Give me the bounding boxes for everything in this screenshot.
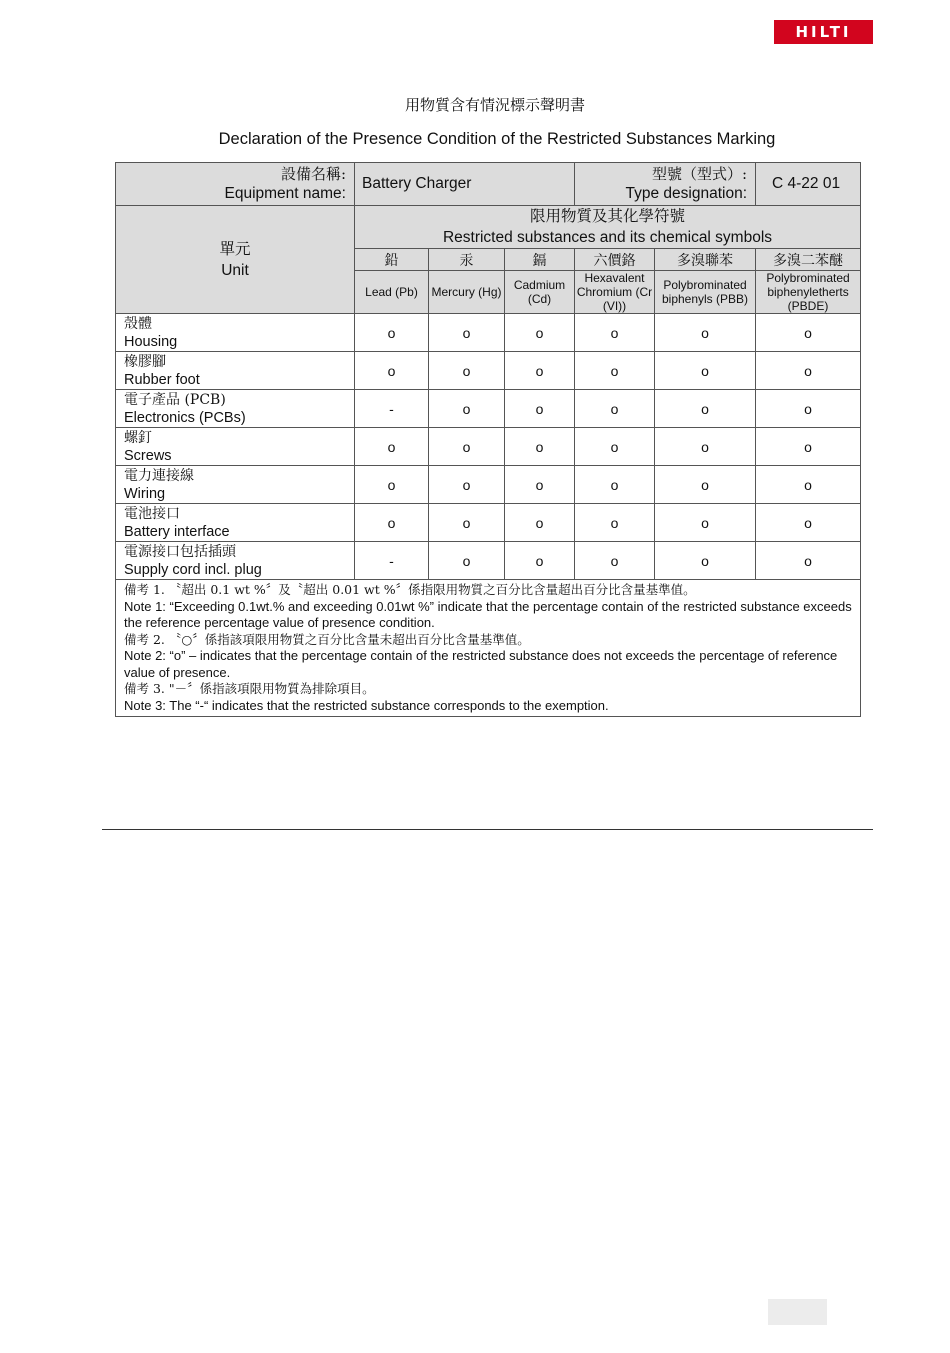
notes: [116, 580, 861, 717]
unit-label-zh: 殼體: [124, 315, 152, 332]
presence-cell: o: [756, 314, 861, 352]
presence-cell: o: [655, 390, 756, 428]
unit-header: [116, 206, 355, 314]
presence-cell: o: [505, 352, 575, 390]
presence-cell: o: [505, 504, 575, 542]
presence-cell: o: [505, 314, 575, 352]
substance-zh-cd: 鎘: [505, 249, 575, 271]
type-designation-value: C 4-22 01: [756, 163, 861, 206]
table-row: [116, 390, 861, 428]
substance-en-hg: Mercury (Hg): [429, 271, 505, 314]
title-english: Declaration of the Presence Condition of the Restricted Substances Marking: [218, 130, 776, 148]
presence-cell: o: [756, 352, 861, 390]
restricted-substances-table: [115, 162, 861, 717]
presence-cell: o: [756, 390, 861, 428]
note-line: 備考 3. "－〞係指該項限用物質為排除項目。: [124, 681, 375, 696]
type-designation-label-zh: 型號（型式）:: [651, 165, 748, 183]
unit-header-en: Unit: [221, 261, 249, 279]
presence-cell: o: [429, 466, 505, 504]
presence-cell: o: [575, 390, 655, 428]
unit-rows: [116, 314, 861, 580]
unit-label: [116, 504, 355, 542]
page-number-box: [768, 1299, 827, 1325]
substance-zh-pbde: 多溴二苯醚: [756, 249, 861, 271]
equipment-name-label-zh: 設備名稱:: [280, 165, 346, 183]
unit-label-zh: 螺釘: [124, 429, 152, 446]
equipment-row: [116, 163, 861, 206]
presence-cell: o: [575, 352, 655, 390]
equipment-name-label: [116, 163, 355, 206]
presence-cell: o: [756, 428, 861, 466]
unit-label-zh: 電源接口包括插頭: [124, 543, 236, 560]
presence-cell: o: [429, 390, 505, 428]
unit-label-en: Rubber foot: [124, 371, 200, 388]
presence-cell: o: [655, 314, 756, 352]
presence-cell: o: [429, 542, 505, 580]
presence-cell: o: [756, 542, 861, 580]
note-line: Note 3: The “-“ indicates that the restricted substance corresponds to the exemption.: [124, 697, 609, 713]
substance-en-pbde: Polybrominated biphenyletherts (PBDE): [756, 271, 861, 314]
unit-label-en: Supply cord incl. plug: [124, 561, 262, 578]
unit-label: [116, 428, 355, 466]
unit-label-en: Electronics (PCBs): [124, 409, 246, 426]
type-designation-label-en: Type designation:: [625, 185, 748, 202]
presence-cell: o: [429, 314, 505, 352]
note-line: 備考 2. 〝○〞係指該項限用物質之百分比含量未超出百分比含量基準值。: [124, 631, 530, 647]
unit-label-zh: 橡膠腳: [124, 353, 166, 370]
presence-cell: -: [355, 542, 429, 580]
substance-zh-pb: 鉛: [355, 249, 429, 271]
page-divider: [102, 829, 873, 830]
note-line: Note 1: “Exceeding 0.1wt.% and exceeding 0.01wt %” indicate that the percentage contain of the restricted substance exceeds the reference percentage value of presence condition.: [124, 598, 852, 630]
unit-header-zh: 單元: [219, 239, 251, 258]
restricted-header-zh: 限用物質及其化學符號: [530, 207, 686, 225]
unit-label-en: Screws: [124, 447, 172, 464]
presence-cell: o: [655, 466, 756, 504]
unit-label-zh: 電池接口: [124, 505, 180, 522]
presence-cell: o: [505, 428, 575, 466]
presence-cell: o: [429, 428, 505, 466]
presence-cell: o: [355, 504, 429, 542]
restricted-header-en: Restricted substances and its chemical symbols: [442, 229, 773, 246]
unit-label: [116, 466, 355, 504]
type-designation-label: [575, 163, 756, 206]
table-row: [116, 504, 861, 542]
title-chinese: 用物質含有情況標示聲明書: [404, 96, 585, 114]
table-row: [116, 314, 861, 352]
substance-zh-hg: 汞: [429, 249, 505, 271]
unit-label: [116, 314, 355, 352]
unit-label: [116, 542, 355, 580]
presence-cell: o: [756, 466, 861, 504]
presence-cell: o: [575, 314, 655, 352]
substance-en-cd: Cadmium (Cd): [505, 271, 575, 314]
presence-cell: -: [355, 390, 429, 428]
equipment-name-value: Battery Charger: [355, 163, 575, 206]
note-line: 備考 1. 〝超出 0.1 wt %〞及〝超出 0.01 wt %〞係指限用物質之百分比含量超出百分比含量基準值。: [124, 582, 696, 597]
presence-cell: o: [355, 466, 429, 504]
unit-label-en: Wiring: [124, 485, 166, 502]
substance-zh-cr: 六價鉻: [575, 249, 655, 271]
presence-cell: o: [655, 428, 756, 466]
notes-row: [116, 580, 861, 717]
substance-en-pbb: Polybrominated biphenyls (PBB): [655, 271, 756, 314]
presence-cell: o: [756, 504, 861, 542]
restricted-header-row: [116, 206, 861, 249]
substance-en-cr: Hexavalent Chromium (Cr (VI)): [575, 271, 655, 314]
hilti-logo: HILTI: [774, 20, 873, 44]
unit-label-zh: 電力連接線: [124, 467, 194, 484]
presence-cell: o: [655, 504, 756, 542]
presence-cell: o: [575, 542, 655, 580]
presence-cell: o: [575, 504, 655, 542]
presence-cell: o: [575, 428, 655, 466]
table-row: [116, 542, 861, 580]
presence-cell: o: [355, 428, 429, 466]
table-row: [116, 352, 861, 390]
unit-label-en: Housing: [124, 333, 178, 350]
unit-label: [116, 352, 355, 390]
unit-label-en: Battery interface: [124, 523, 230, 540]
presence-cell: o: [429, 352, 505, 390]
equipment-name-label-en: Equipment name:: [224, 185, 346, 202]
presence-cell: o: [505, 390, 575, 428]
restricted-substances-header: [355, 206, 861, 249]
substance-en-pb: Lead (Pb): [355, 271, 429, 314]
substance-zh-pbb: 多溴聯苯: [655, 249, 756, 271]
presence-cell: o: [655, 542, 756, 580]
presence-cell: o: [505, 466, 575, 504]
presence-cell: o: [355, 352, 429, 390]
table-row: [116, 466, 861, 504]
presence-cell: o: [429, 504, 505, 542]
note-line: Note 2: “o” – indicates that the percentage contain of the restricted substance does not exceeds the percentage of reference value of presence.: [124, 648, 838, 680]
presence-cell: o: [505, 542, 575, 580]
presence-cell: o: [355, 314, 429, 352]
unit-label-zh: 電子產品 (PCB): [124, 391, 226, 408]
presence-cell: o: [655, 352, 756, 390]
presence-cell: o: [575, 466, 655, 504]
table-row: [116, 428, 861, 466]
unit-label: [116, 390, 355, 428]
